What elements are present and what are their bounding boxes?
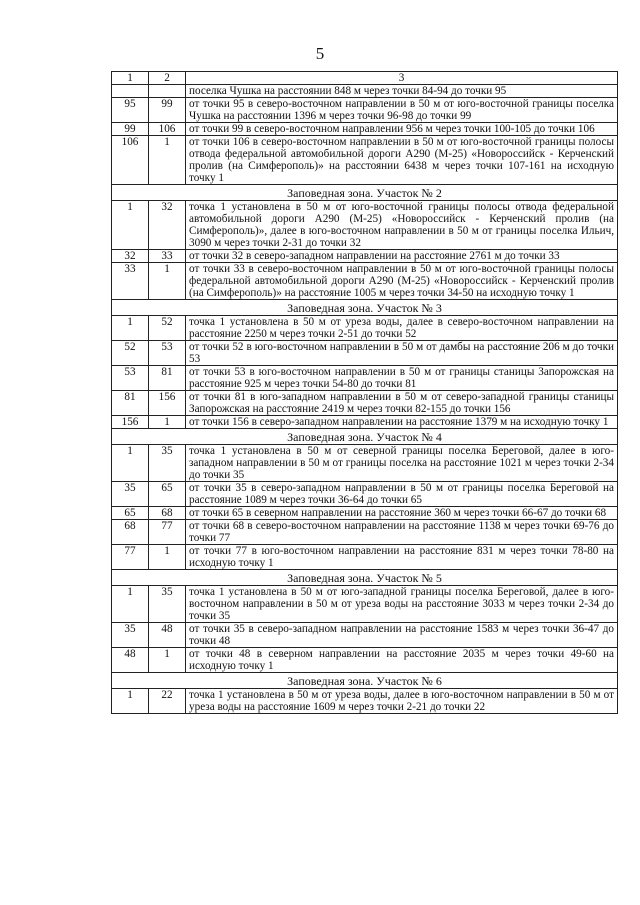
point-from-cell: 52 (112, 341, 149, 366)
description-cell: точка 1 установлена в 50 м от уреза воды, далее в юго-восточном направлении в 50 м от уреза воды на расстояние 1609 м через точки 2-21 до точки 22 (186, 689, 618, 714)
point-from-cell: 35 (112, 623, 149, 648)
point-from-cell: 99 (112, 123, 149, 136)
table-row (112, 445, 618, 482)
table-row (112, 586, 618, 623)
point-to-cell: 33 (149, 250, 186, 263)
table-row (112, 689, 618, 714)
section-title: Заповедная зона. Участок № 6 (112, 673, 618, 689)
table-header-row (112, 72, 618, 85)
description-cell: от точки 33 в северо-восточном направлении в 50 м от юго-восточной границы полосы федеральной автомобильной дороги А290 (М-25) «Новороссийск - Керченский пролив (на Симферополь)» на расстояние 1005 м через точки 34-50 на исходную точку 1 (186, 263, 618, 300)
table-row (112, 648, 618, 673)
description-cell: от точки 35 в северо-западном направлении на расстояние 1583 м через точки 36-47 до точки 48 (186, 623, 618, 648)
point-to-cell: 1 (149, 648, 186, 673)
table-row (112, 623, 618, 648)
section-title: Заповедная зона. Участок № 5 (112, 570, 618, 586)
table-row (112, 123, 618, 136)
point-to-cell: 106 (149, 123, 186, 136)
header-col-3: 3 (186, 72, 618, 85)
table-row (112, 416, 618, 429)
description-cell: от точки 68 в северо-восточном направлении на расстояние 1138 м через точки 69-76 до точки 77 (186, 520, 618, 545)
point-to-cell: 22 (149, 689, 186, 714)
table-row (112, 201, 618, 250)
point-to-cell: 53 (149, 341, 186, 366)
point-from-cell: 1 (112, 445, 149, 482)
point-to-cell: 35 (149, 445, 186, 482)
table-row (112, 250, 618, 263)
description-cell: точка 1 установлена в 50 м от юго-восточной границы полосы отвода федеральной автомобильной дороги А290 (М-25) «Новороссийск - Керченский пролив (на Симферополь)», далее в юго-восточном направлении в 50 м от границы поселка Ильич, 3090 м через точки 2-31 до точки 32 (186, 201, 618, 250)
description-cell: поселка Чушка на расстоянии 848 м через точки 84-94 до точки 95 (186, 85, 618, 98)
section-title-row (112, 570, 618, 586)
table-body (112, 72, 618, 714)
table-row (112, 263, 618, 300)
description-cell: точка 1 установлена в 50 м от уреза воды, далее в северо-восточном направлении на расстояние 2250 м через точки 2-51 до точки 52 (186, 316, 618, 341)
table-row (112, 136, 618, 185)
description-cell: от точки 35 в северо-западном направлении в 50 м от границы поселка Береговой на расстояние 1089 м через точки 36-64 до точки 65 (186, 482, 618, 507)
point-from-cell: 68 (112, 520, 149, 545)
table-row (112, 507, 618, 520)
point-to-cell: 1 (149, 263, 186, 300)
point-to-cell: 32 (149, 201, 186, 250)
point-to-cell: 68 (149, 507, 186, 520)
point-from-cell: 106 (112, 136, 149, 185)
point-from-cell: 33 (112, 263, 149, 300)
table-row (112, 391, 618, 416)
header-col-1: 1 (112, 72, 149, 85)
section-title: Заповедная зона. Участок № 2 (112, 185, 618, 201)
description-cell: от точки 156 в северо-западном направлении на расстояние 1379 м на исходную точку 1 (186, 416, 618, 429)
point-from-cell: 53 (112, 366, 149, 391)
description-cell: от точки 52 в юго-восточном направлении в 50 м от дамбы на расстояние 206 м до точки 53 (186, 341, 618, 366)
table-row (112, 520, 618, 545)
point-from-cell: 95 (112, 98, 149, 123)
point-to-cell: 156 (149, 391, 186, 416)
table-row (112, 98, 618, 123)
point-from-cell: 1 (112, 316, 149, 341)
description-cell: от точки 106 в северо-восточном направлении в 50 м от юго-восточной границы полосы отвода федеральной автомобильной дороги А290 (М-25) «Новороссийск - Керченский пролив (на Симферополь)» на расстоянии 6438 м через точки 107-161 на исходную точку 1 (186, 136, 618, 185)
description-cell: от точки 77 в юго-восточном направлении на расстояние 831 м через точки 78-80 на исходную точку 1 (186, 545, 618, 570)
point-from-cell: 35 (112, 482, 149, 507)
point-from-cell: 77 (112, 545, 149, 570)
table-row (112, 482, 618, 507)
section-title-row (112, 673, 618, 689)
section-title: Заповедная зона. Участок № 4 (112, 429, 618, 445)
point-to-cell: 77 (149, 520, 186, 545)
description-cell: от точки 95 в северо-восточном направлении в 50 м от юго-восточной границы поселка Чушка на расстоянии 1396 м через точки 96-98 до точки 99 (186, 98, 618, 123)
boundary-table (111, 71, 618, 714)
description-cell: от точки 32 в северо-западном направлении на расстояние 2761 м до точки 33 (186, 250, 618, 263)
section-title: Заповедная зона. Участок № 3 (112, 300, 618, 316)
table-row (112, 316, 618, 341)
table-row (112, 366, 618, 391)
point-to-cell: 81 (149, 366, 186, 391)
description-cell: от точки 48 в северном направлении на расстояние 2035 м через точки 49-60 на исходную точку 1 (186, 648, 618, 673)
point-to-cell: 52 (149, 316, 186, 341)
point-to-cell: 48 (149, 623, 186, 648)
point-to-cell: 1 (149, 136, 186, 185)
section-title-row (112, 185, 618, 201)
point-from-cell: 65 (112, 507, 149, 520)
description-cell: точка 1 установлена в 50 м от северной границы поселка Береговой, далее в юго-западном направлении в 50 м от границы поселка на расстояние 1021 м через точки 2-34 до точки 35 (186, 445, 618, 482)
point-from-cell: 156 (112, 416, 149, 429)
description-cell: от точки 53 в юго-восточном направлении в 50 м от границы станицы Запорожская на расстояние 925 м через точки 54-80 до точки 81 (186, 366, 618, 391)
description-cell: от точки 81 в юго-западном направлении в 50 м от северо-западной границы станицы Запорожская на расстояние 2419 м через точки 82-155 до точки 156 (186, 391, 618, 416)
point-from-cell: 1 (112, 201, 149, 250)
point-to-cell: 35 (149, 586, 186, 623)
description-cell: от точки 99 в северо-восточном направлении 956 м через точки 100-105 до точки 106 (186, 123, 618, 136)
table-row (112, 341, 618, 366)
point-to-cell: 65 (149, 482, 186, 507)
point-to-cell: 1 (149, 416, 186, 429)
point-from-cell: 32 (112, 250, 149, 263)
description-cell: точка 1 установлена в 50 м от юго-западной границы поселка Береговой, далее в юго-восточном направлении в 50 м от уреза воды на расстояние 3033 м через точки 2-34 до точки 35 (186, 586, 618, 623)
point-to-cell: 99 (149, 98, 186, 123)
point-from-cell: 48 (112, 648, 149, 673)
point-to-cell (149, 85, 186, 98)
table-row (112, 545, 618, 570)
table-row (112, 85, 618, 98)
description-cell: от точки 65 в северном направлении на расстояние 360 м через точки 66-67 до точки 68 (186, 507, 618, 520)
point-from-cell (112, 85, 149, 98)
point-from-cell: 1 (112, 689, 149, 714)
section-title-row (112, 300, 618, 316)
header-col-2: 2 (149, 72, 186, 85)
page-number: 5 (315, 44, 325, 63)
section-title-row (112, 429, 618, 445)
point-from-cell: 81 (112, 391, 149, 416)
point-to-cell: 1 (149, 545, 186, 570)
point-from-cell: 1 (112, 586, 149, 623)
